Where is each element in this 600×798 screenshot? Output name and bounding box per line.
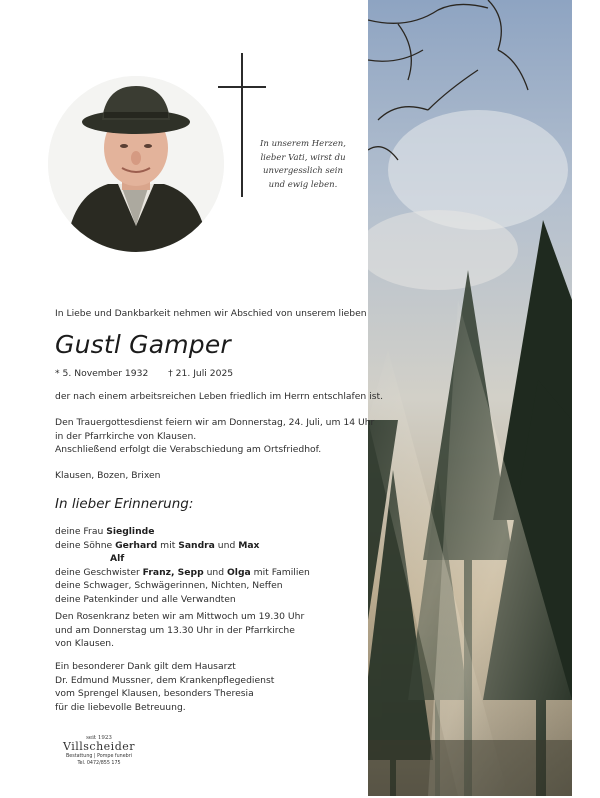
death-date: † 21. Juli 2025	[168, 368, 234, 379]
remembrance-heading: In lieber Erinnerung:	[55, 496, 194, 512]
rosary-line: von Klausen.	[55, 638, 115, 649]
son-name: Gerhard	[115, 539, 158, 551]
sons-prefix: deine Söhne	[55, 539, 116, 551]
thanks-line: für die liebevolle Betreuung.	[55, 701, 186, 713]
mourner-line	[55, 539, 310, 553]
wife-name: Sieglinde	[106, 526, 155, 537]
wife-prefix: deine Frau	[55, 526, 107, 537]
partner-name: Sandra	[178, 539, 215, 551]
cross-horizontal	[218, 86, 266, 88]
verse-line: lieber Vati, wirst du	[260, 152, 346, 163]
connector: und	[203, 566, 227, 578]
siblings-prefix: deine Geschwister	[55, 566, 143, 578]
intro-text: In Liebe und Dankbarkeit nehmen wir Abschied von unserem lieben	[55, 308, 367, 319]
mourner-line	[55, 525, 310, 539]
verse-line: unvergesslich sein	[263, 166, 343, 176]
mourner-line: deine Schwager, Schwägerinnen, Nichten, Neffen	[55, 580, 283, 591]
service-line: Den Trauergottesdienst feiern wir am Donnerstag, 24. Juli, um 14 Uhr	[55, 417, 375, 428]
rosary-info	[55, 610, 304, 651]
siblings-suffix: mit Familien	[250, 566, 310, 578]
thanks-line: Ein besonderer Dank gilt dem Hausarzt	[55, 661, 236, 672]
mourner-line: deine Patenkinder und alle Verwandten	[55, 593, 236, 605]
life-dates	[55, 368, 233, 379]
partner-name: Max	[238, 539, 260, 551]
mourner-line	[55, 552, 310, 566]
portrait-photo	[48, 76, 224, 252]
sibling-names: Franz, Sepp	[142, 566, 204, 578]
connector: und	[214, 539, 239, 551]
rosary-line: und am Donnerstag um 13.30 Uhr in der Pfarrkirche	[55, 624, 295, 636]
verse-line: und ewig leben.	[268, 179, 338, 190]
logo-subtitle: Bestattung | Pompe funebri	[65, 754, 133, 759]
logo-since: seit 1923	[86, 735, 112, 741]
logo-phone: Tel. 0472/855 175	[77, 761, 121, 766]
mourner-line	[55, 566, 310, 580]
verse-line: In unserem Herzen,	[260, 139, 346, 149]
forest-photo	[368, 0, 572, 796]
thanks-line: vom Sprengel Klausen, besonders Theresia	[55, 688, 254, 699]
rosary-line: Den Rosenkranz beten wir am Mittwoch um 19.30 Uhr	[55, 611, 305, 622]
service-line: Anschließend erfolgt die Verabschiedung am Ortsfriedhof.	[55, 444, 322, 455]
connector: mit	[157, 539, 179, 551]
deceased-name: Gustl Gamper	[55, 330, 231, 359]
mourners-list	[55, 525, 310, 606]
memorial-verse	[258, 138, 348, 192]
cross-vertical	[241, 53, 243, 197]
thanks-text	[55, 660, 274, 714]
birth-date: * 5. November 1932	[55, 368, 149, 379]
places: Klausen, Bozen, Brixen	[55, 470, 161, 481]
thanks-line: Dr. Edmund Mussner, dem Krankenpflegedienst	[55, 674, 275, 686]
service-info	[55, 416, 374, 457]
life-line: der nach einem arbeitsreichen Leben friedlich im Herrn entschlafen ist.	[55, 391, 384, 402]
funeral-home-logo	[58, 735, 140, 767]
service-line: in der Pfarrkirche von Klausen.	[55, 430, 197, 442]
son-name: Alf	[110, 553, 125, 564]
sibling-name: Olga	[227, 566, 251, 578]
logo-brand: Villscheider	[62, 740, 136, 753]
